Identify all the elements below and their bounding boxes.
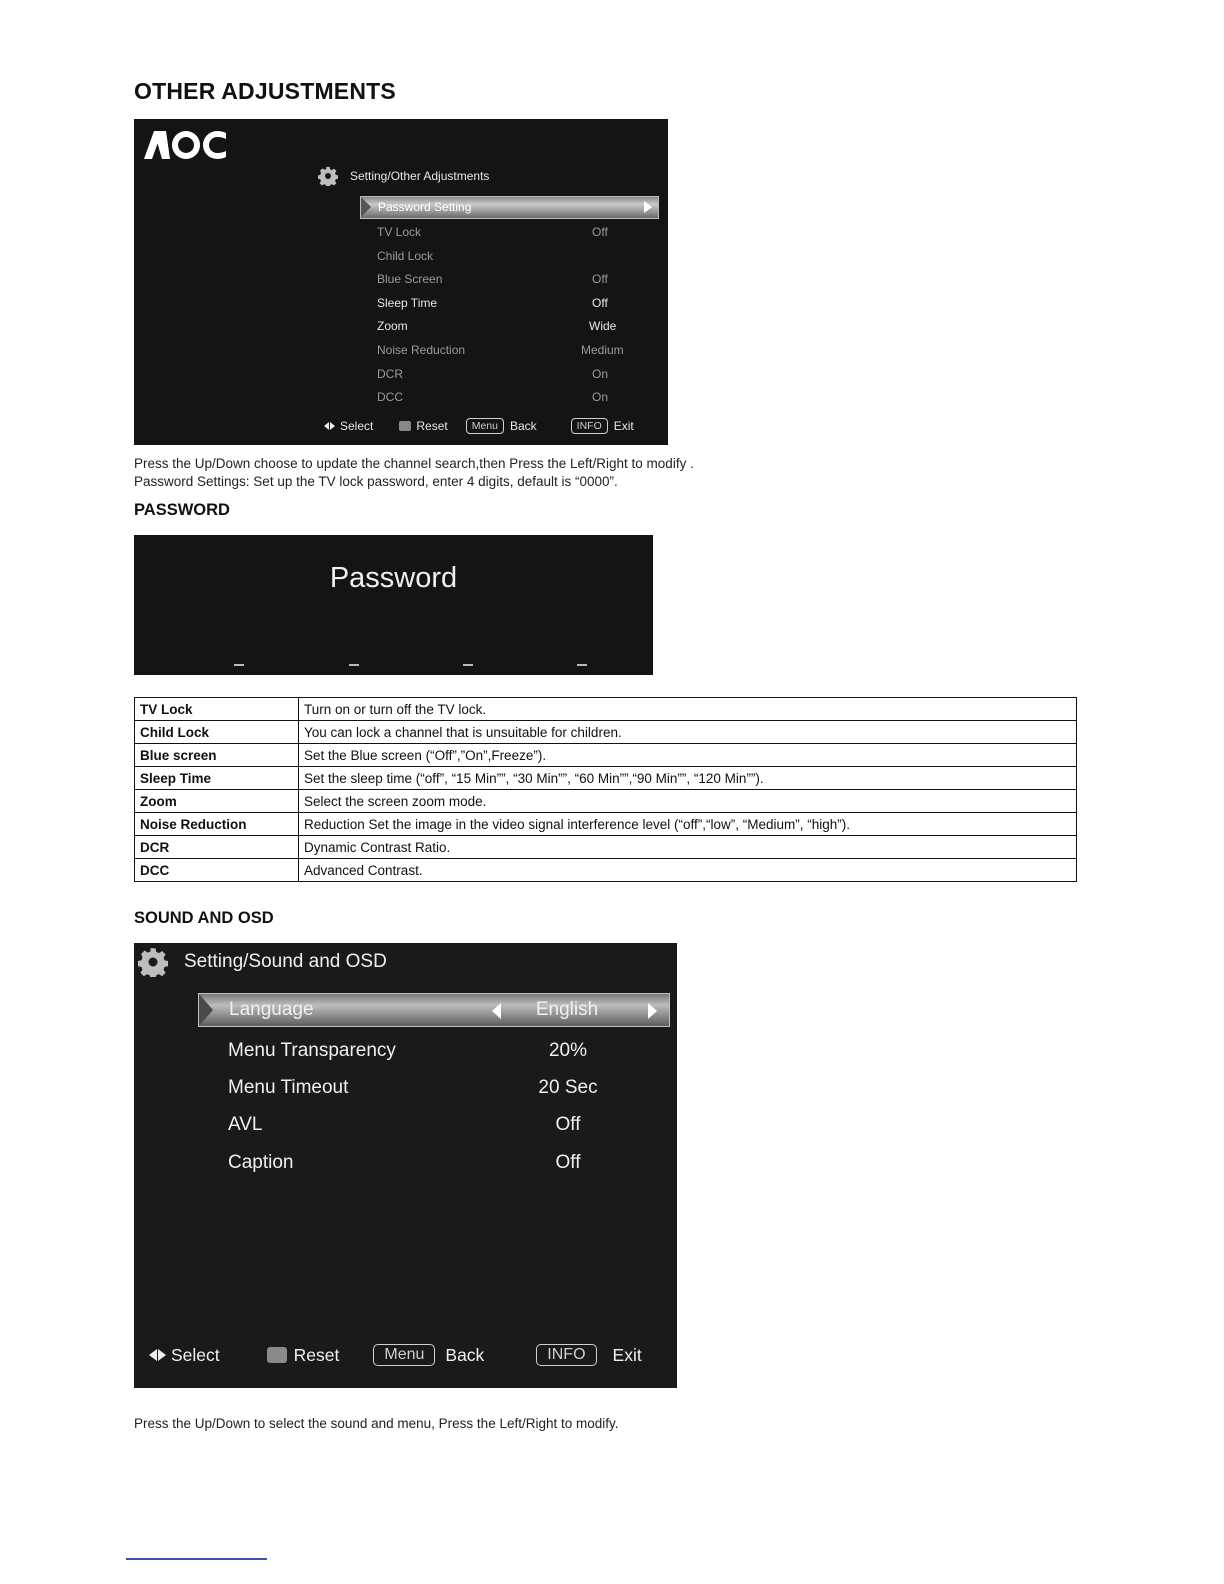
table-row [135, 721, 1077, 744]
settings-description-table [134, 697, 1077, 882]
arrow-right-icon [644, 201, 652, 213]
menu-item-language[interactable]: Language English [198, 993, 670, 1027]
osd-other-adjustments-screen [134, 119, 668, 445]
osd-title: Setting/Other Adjustments [350, 169, 490, 183]
digit-slot[interactable] [577, 664, 587, 666]
osd-menu-list [360, 196, 659, 410]
section-heading-password: PASSWORD [134, 501, 230, 519]
arrow-right-icon[interactable] [648, 1003, 657, 1019]
menu-item-menu-transparency[interactable]: Menu Transparency 20% [228, 1040, 588, 1061]
table-row [135, 767, 1077, 790]
table-desc: Dynamic Contrast Ratio. [299, 836, 1077, 859]
table-key: Zoom [135, 790, 299, 813]
osd-sound-screen [134, 943, 677, 1388]
left-right-arrows-icon [149, 1349, 166, 1361]
table-desc: Turn on or turn off the TV lock. [299, 698, 1077, 721]
osd-footer [149, 1344, 642, 1366]
osd-title: Setting/Sound and OSD [184, 951, 387, 972]
table-desc: Select the screen zoom mode. [299, 790, 1077, 813]
menu-item-blue-screen[interactable]: Blue Screen Off [377, 272, 608, 287]
table-key: DCR [135, 836, 299, 859]
menu-item-avl[interactable]: AVL Off [228, 1114, 581, 1136]
digit-slot[interactable] [234, 664, 244, 666]
menu-key: Menu [466, 418, 504, 434]
footer-reset[interactable]: Reset [267, 1345, 340, 1366]
instruction-line-3: Press the Up/Down to select the sound and menu, Press the Left/Right to modify. [134, 1416, 619, 1431]
footer-reset[interactable]: Reset [399, 419, 447, 433]
section-heading-other-adjustments: OTHER ADJUSTMENTS [134, 78, 396, 104]
footer-back[interactable]: Menu Back [466, 418, 537, 434]
table-key: TV Lock [135, 698, 299, 721]
menu-item-menu-timeout[interactable]: Menu Timeout 20 Sec [228, 1077, 598, 1099]
table-key: Sleep Time [135, 767, 299, 790]
footer-rule [126, 1558, 267, 1560]
info-key: INFO [536, 1344, 596, 1366]
table-row [135, 790, 1077, 813]
table-desc: Reduction Set the image in the video signal interference level (“off”,“low”, “Medium”, “high”). [299, 813, 1077, 836]
menu-item-caption[interactable]: Caption Off [228, 1151, 581, 1173]
menu-item-noise-reduction[interactable]: Noise Reduction Medium [377, 342, 624, 357]
instruction-line-1: Press the Up/Down choose to update the channel search,then Press the Left/Right to modify . [134, 456, 694, 471]
table-key: Blue screen [135, 744, 299, 767]
instruction-line-2: Password Settings: Set up the TV lock password, enter 4 digits, default is “0000”. [134, 474, 618, 489]
digit-slot[interactable] [349, 664, 359, 666]
footer-select[interactable]: Select [149, 1345, 220, 1366]
footer-back[interactable]: Menu Back [373, 1344, 484, 1366]
table-key: DCC [135, 859, 299, 882]
menu-key: Menu [373, 1344, 435, 1366]
menu-item-sleep-time[interactable]: Sleep Time Off [377, 295, 608, 310]
gear-icon [318, 166, 338, 186]
menu-item-child-lock[interactable]: Child Lock [377, 248, 434, 263]
digit-slot[interactable] [463, 664, 473, 666]
menu-item-zoom[interactable]: Zoom Wide [377, 319, 617, 334]
password-title: Password [329, 562, 458, 594]
arrow-left-icon[interactable] [492, 1003, 501, 1019]
gear-icon [138, 947, 168, 977]
password-screen [134, 535, 653, 675]
table-row [135, 836, 1077, 859]
color-key-icon [267, 1347, 287, 1363]
menu-item-dcr[interactable]: DCR On [377, 366, 609, 381]
osd-footer [324, 418, 634, 434]
table-desc: Advanced Contrast. [299, 859, 1077, 882]
table-desc: Set the Blue screen (“Off”,”On”,Freeze”). [299, 744, 1077, 767]
table-row [135, 859, 1077, 882]
osd-menu-list [198, 993, 670, 1181]
info-key: INFO [571, 418, 608, 434]
table-row [135, 744, 1077, 767]
table-row [135, 698, 1077, 721]
aoc-logo [140, 123, 230, 165]
menu-item-dcc[interactable]: DCC On [377, 390, 609, 405]
left-right-arrows-icon [324, 422, 335, 430]
menu-item-password-setting[interactable]: Password Setting [360, 196, 659, 219]
table-desc: Set the sleep time (“off”, “15 Min””, “30 Min””, “60 Min””,“90 Min””, “120 Min””). [299, 767, 1077, 790]
table-key: Noise Reduction [135, 813, 299, 836]
color-key-icon [399, 421, 411, 431]
table-desc: You can lock a channel that is unsuitable for children. [299, 721, 1077, 744]
footer-exit[interactable]: INFO Exit [536, 1344, 641, 1366]
footer-exit[interactable]: INFO Exit [571, 418, 634, 434]
menu-item-tv-lock[interactable]: TV Lock Off [377, 225, 608, 239]
section-heading-sound-osd: SOUND AND OSD [134, 909, 274, 927]
footer-select[interactable]: Select [324, 419, 373, 433]
table-key: Child Lock [135, 721, 299, 744]
table-row [135, 813, 1077, 836]
